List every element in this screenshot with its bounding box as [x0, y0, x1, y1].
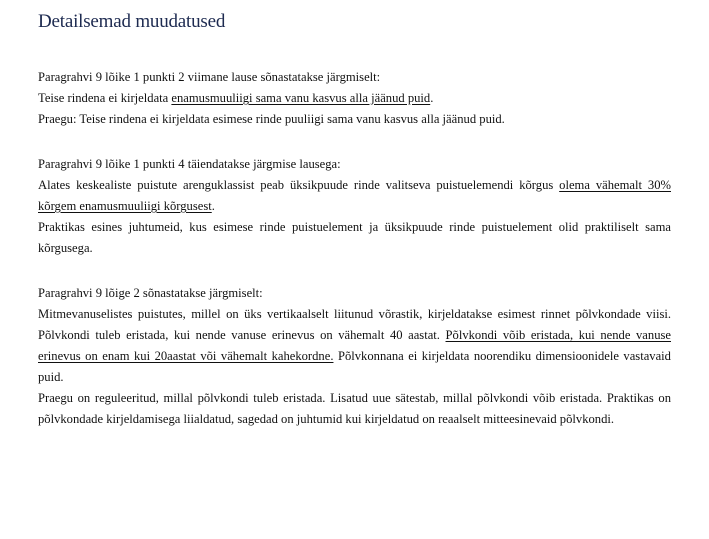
section-3-body-part-1: Mitmevanuselistes puistutes, millel on üks vertikaalselt liitunud võrastik, kirjeldatakse esimest rinnet põlvkondade viisi. Põlvkondi tuleb eristada, kui nende vanuse erinevus on vähemalt 40 aastat.: [38, 307, 671, 342]
page-title: Detailsemad muudatused: [38, 11, 226, 32]
section-2: [38, 154, 671, 259]
section-1-change-prefix: Teise rindena ei kirjeldata: [38, 91, 172, 105]
section-1-change: [38, 88, 671, 109]
section-1-current: Praegu: Teise rindena ei kirjeldata esimese rinde puuliigi sama vanu kasvus alla jäänud puid.: [38, 112, 505, 126]
section-3-heading: Paragrahvi 9 lõige 2 sõnastatakse järgmiselt:: [38, 286, 263, 300]
section-1-heading: Paragrahvi 9 lõike 1 punkti 2 viimane lause sõnastatakse järgmiselt:: [38, 70, 381, 84]
section-2-heading: Paragrahvi 9 lõike 1 punkti 4 täiendatakse järgmise lausega:: [38, 157, 341, 171]
section-3-current: Praegu on reguleeritud, millal põlvkondi tuleb eristada. Lisatud uue sätestab, millal põlvkondi võib eristada. Praktikas on põlvkondade kirjeldamisega liialdatud, sagedad on juhtumid kui kirjeldatud on reaalselt mitteesinevaid põlvkondi.: [38, 391, 671, 426]
section-2-change-underlined: olema vähemalt 30% kõrgem enamusmuuliigi kõrgusest: [38, 178, 671, 213]
section-2-change-suffix: .: [211, 199, 215, 213]
section-3-body-underlined: Põlvkondi võib eristada, kui nende vanuse erinevus on enam kui 20aastat või vähemalt kahekordne.: [38, 328, 671, 363]
section-2-change: [38, 175, 671, 217]
section-1-change-underlined: enamusmuuliigi sama vanu kasvus alla jäänud puid: [171, 91, 431, 105]
section-1: [38, 67, 671, 130]
section-1-change-suffix: .: [430, 91, 434, 105]
section-3: [38, 283, 671, 430]
section-2-change-prefix: Alates keskealiste puistute arenguklassist peab üksikpuude rinde valitseva puistuelemendi kõrgus: [38, 178, 560, 192]
section-3-body-part-2: Põlvkonnana ei kirjeldata noorendiku dimensioonidele vastavaid puid.: [38, 349, 671, 384]
section-3-body: [38, 304, 671, 388]
section-2-note: Praktikas esines juhtumeid, kus esimese rinde puistuelement ja üksikpuude rinde puistuelement olid praktiliselt sama kõrgusega.: [38, 220, 671, 255]
